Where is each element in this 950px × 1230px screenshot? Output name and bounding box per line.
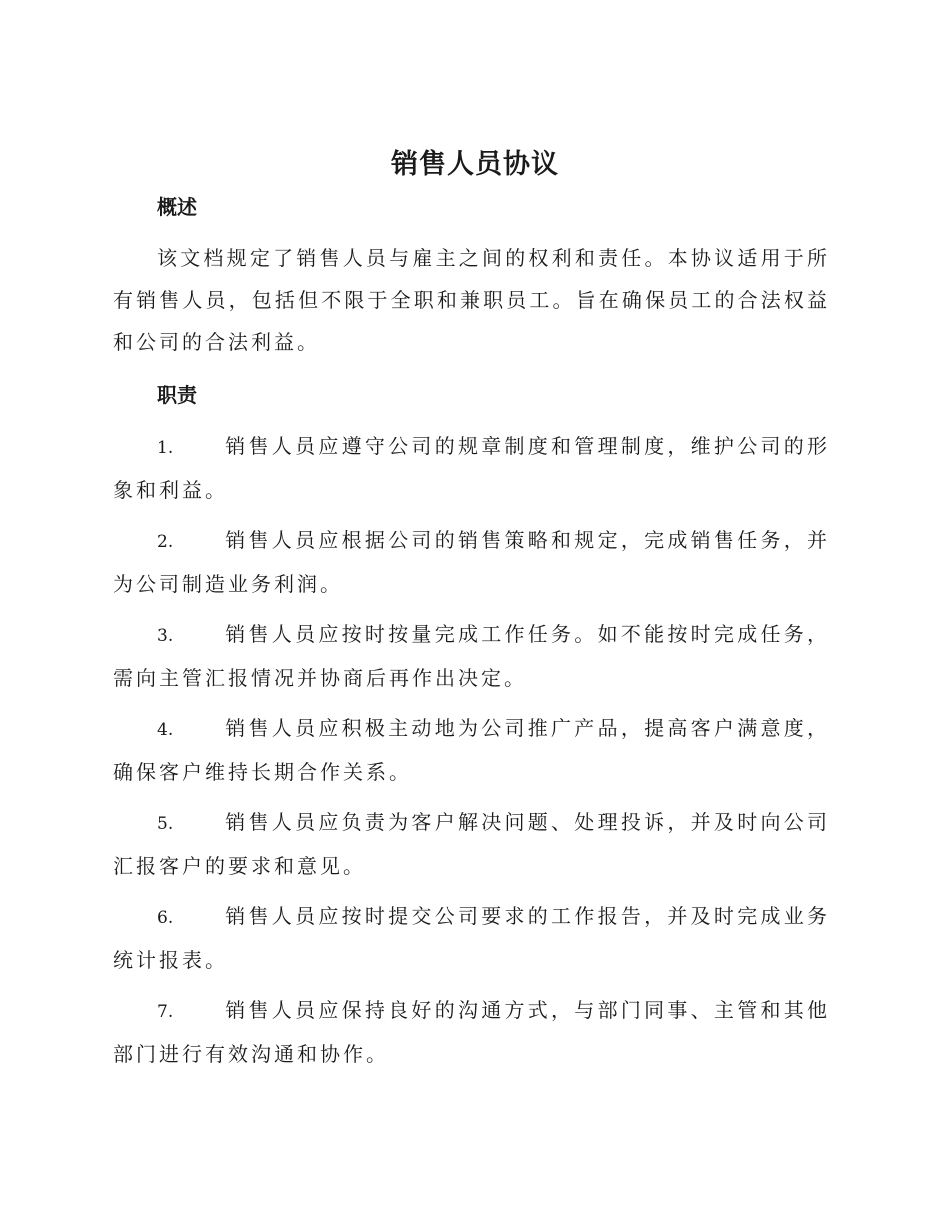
list-item-number: 4. xyxy=(157,720,174,740)
list-item xyxy=(113,519,830,605)
list-item-text: 销售人员应保持良好的沟通方式，与部门同事、主管和其他部门进行有效沟通和协作。 xyxy=(113,998,830,1066)
list-item xyxy=(113,895,830,981)
list-item xyxy=(113,801,830,887)
overview-paragraph: 该文档规定了销售人员与雇主之间的权利和责任。本协议适用于所有销售人员，包括但不限于全职和兼职员工。旨在确保员工的合法权益和公司的合法利益。 xyxy=(113,246,830,354)
list-item xyxy=(113,425,830,511)
list-item-number: 7. xyxy=(157,1002,174,1022)
list-item-number: 1. xyxy=(157,438,174,458)
list-item xyxy=(113,989,830,1075)
section-heading-overview: 概述 xyxy=(157,195,197,219)
list-item-number: 3. xyxy=(157,626,174,646)
list-item-number: 5. xyxy=(157,814,174,834)
list-item xyxy=(113,707,830,793)
list-item-text: 销售人员应根据公司的销售策略和规定，完成销售任务，并为公司制造业务利润。 xyxy=(113,528,830,596)
section-heading-duties: 职责 xyxy=(157,383,197,407)
list-item-text: 销售人员应积极主动地为公司推广产品，提高客户满意度，确保客户维持长期合作关系。 xyxy=(113,716,830,784)
list-item-number: 2. xyxy=(157,532,174,552)
list-item-text: 销售人员应按时提交公司要求的工作报告，并及时完成业务统计报表。 xyxy=(113,904,830,972)
list-item-text: 销售人员应遵守公司的规章制度和管理制度，维护公司的形象和利益。 xyxy=(113,434,830,502)
list-item-number: 6. xyxy=(157,908,174,928)
list-item-text: 销售人员应负责为客户解决问题、处理投诉，并及时向公司汇报客户的要求和意见。 xyxy=(113,810,830,878)
document-title: 销售人员协议 xyxy=(391,149,559,180)
list-item xyxy=(113,613,830,699)
list-item-text: 销售人员应按时按量完成工作任务。如不能按时完成任务，需向主管汇报情况并协商后再作出决定。 xyxy=(113,622,830,690)
